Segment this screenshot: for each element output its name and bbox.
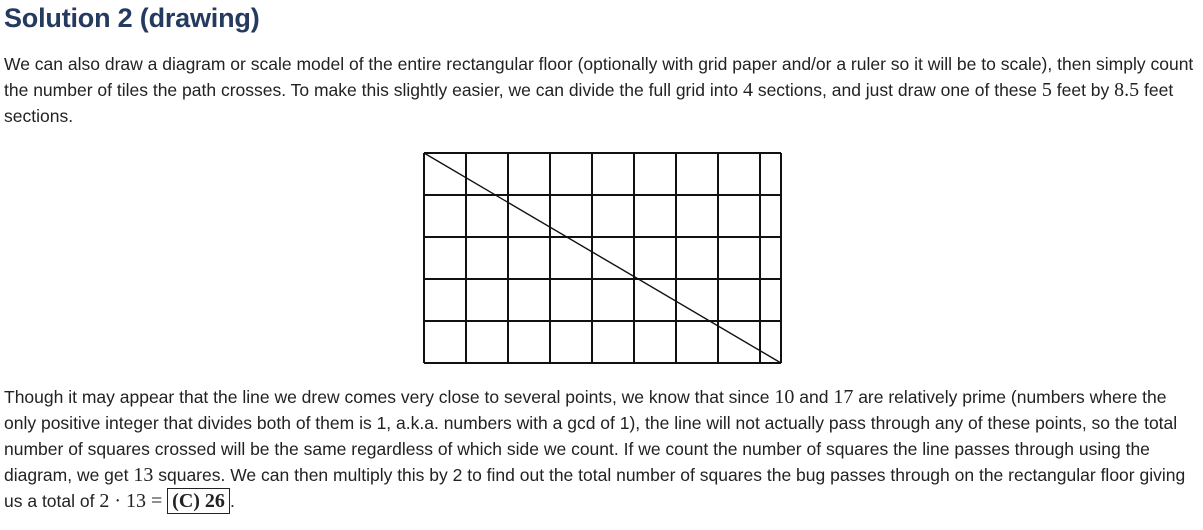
text: feet sections.: [4, 80, 1174, 126]
text: feet by: [1051, 80, 1115, 100]
boxed-answer: (C) 26: [167, 488, 230, 514]
diagonal-path-line: [424, 153, 781, 363]
text: Though it may appear that the line we drew comes very close to several points, we know that since: [4, 387, 775, 407]
text: are relatively prime (numbers where the only positive integer that divides both of them is 1, a.k.a. numbers with a gcd of 1), the line will not actually pass through any of these points, so the total number of squares crossed will be the same regardless of which side we count. If we count the number of squares the line passes through using the diagram, we get: [4, 387, 1178, 485]
math-ten: 10: [774, 386, 795, 408]
text: We can also draw a diagram or scale model of the entire rectangular floor (optionally with grid paper and/or a ruler so it will be to scale), then simply count the number of tiles the path crosses. To make this slightly easier, we can divide the full grid into: [4, 54, 1194, 100]
math-seventeen: 17: [833, 386, 854, 408]
text: .: [229, 491, 235, 511]
math-feet-width: 5: [1041, 79, 1052, 101]
grid-diagram: [422, 151, 782, 365]
math-sections: 4: [742, 79, 753, 101]
solution-heading: Solution 2 (drawing): [4, 3, 260, 33]
math-thirteen: 13: [133, 464, 154, 486]
text: squares. We can then multiply this by 2 to find out the total number of squares the bug passes through on the rectangular floor giving us a total of: [4, 465, 1186, 511]
math-feet-length: 8.5: [1114, 79, 1140, 101]
explanation-paragraph: [4, 384, 1199, 514]
math-expression: 2 · 13 =: [99, 490, 163, 512]
text: sections, and just draw one of these: [752, 80, 1042, 100]
intro-paragraph: [4, 51, 1199, 129]
text: and: [794, 387, 834, 407]
